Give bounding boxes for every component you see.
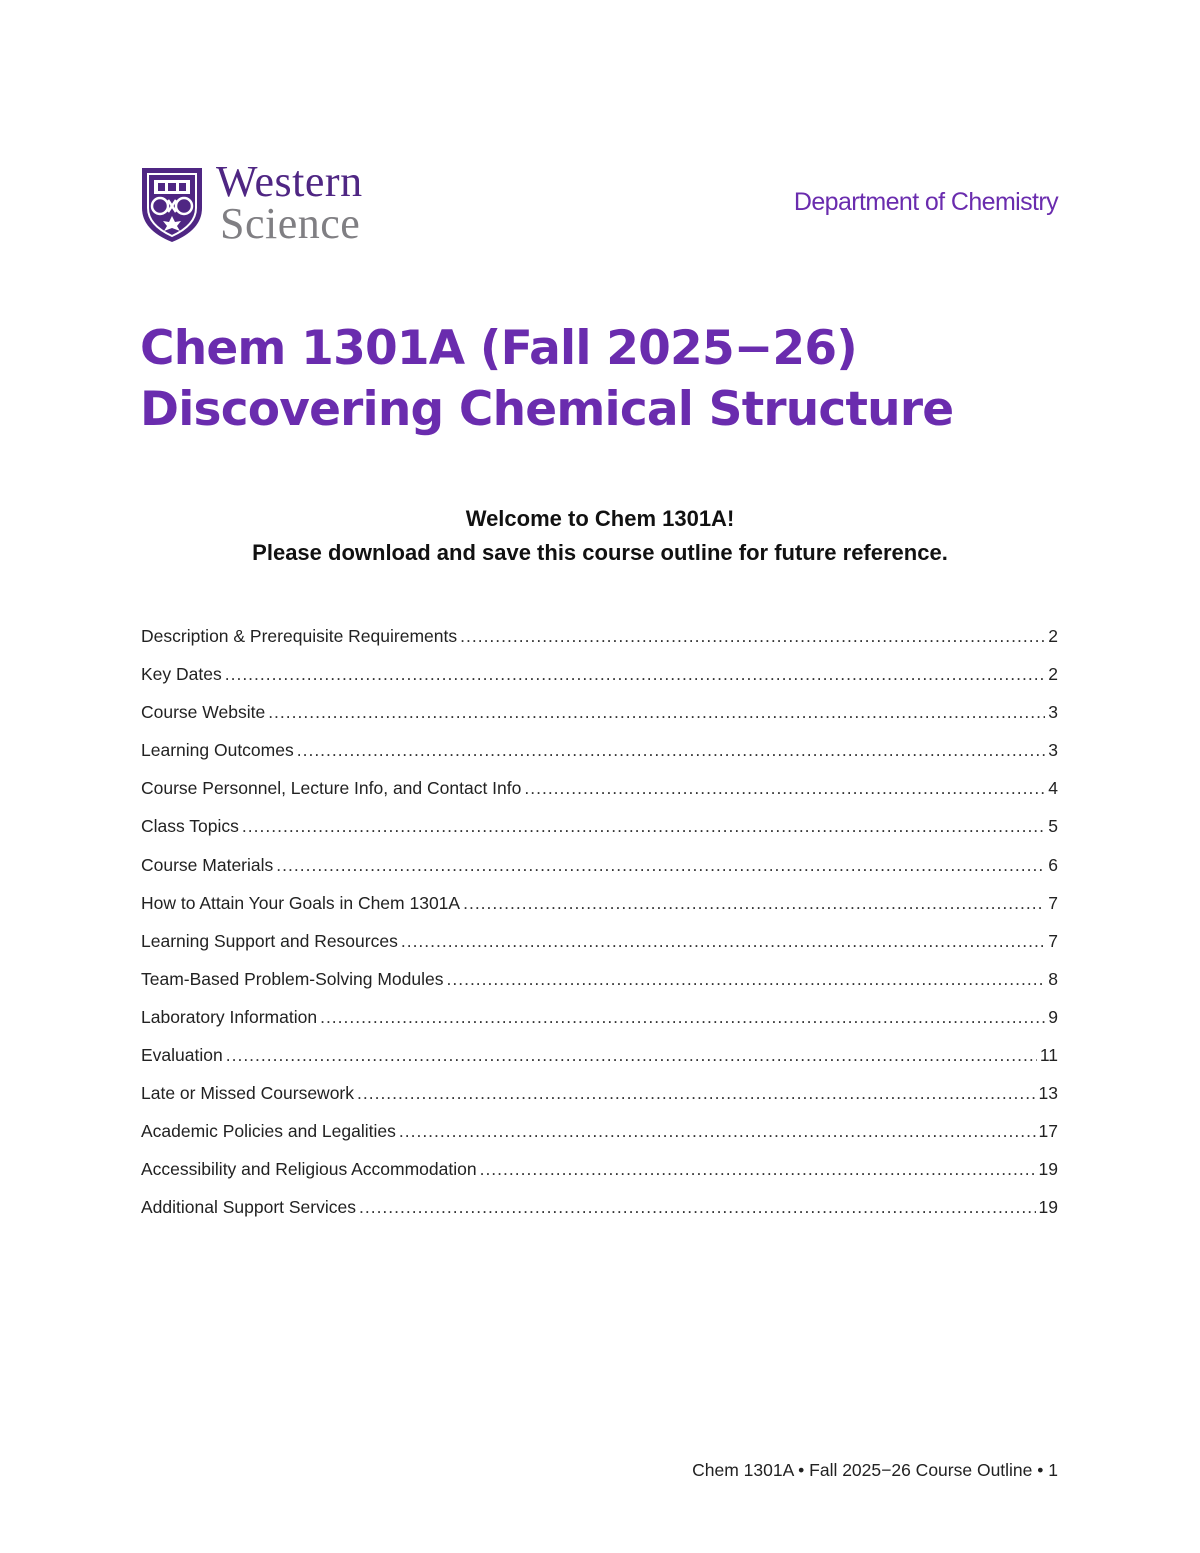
toc-leader-dots <box>524 778 1045 799</box>
toc-entry-page: 2 <box>1048 626 1058 646</box>
toc-entry-label: Course Personnel, Lecture Info, and Contact Info <box>141 778 522 799</box>
toc-leader-dots <box>359 1197 1036 1218</box>
toc-entry-page: 13 <box>1038 1083 1058 1104</box>
toc-entry-page: 19 <box>1038 1197 1058 1218</box>
toc-entry-page: 17 <box>1038 1121 1058 1142</box>
toc-entry[interactable] <box>141 969 1058 1007</box>
course-title <box>140 318 953 440</box>
toc-entry[interactable] <box>141 626 1058 664</box>
toc-entry-label: Course Materials <box>141 854 274 875</box>
toc-entry-page: 11 <box>1039 1045 1058 1066</box>
toc-entry-page: 6 <box>1048 854 1058 875</box>
toc-entry-label: How to Attain Your Goals in Chem 1301A <box>141 892 461 913</box>
toc-entry[interactable] <box>141 778 1058 816</box>
toc-leader-dots <box>226 1045 1037 1066</box>
toc-leader-dots <box>268 702 1045 723</box>
toc-entry-label: Accessibility and Religious Accommodation <box>141 1159 477 1180</box>
toc-entry[interactable] <box>141 893 1058 931</box>
course-title-line1: Chem 1301A (Fall 2025−26) <box>140 321 857 376</box>
toc-entry[interactable] <box>141 664 1058 702</box>
welcome-line2: Please download and save this course outline for future reference. <box>252 540 948 565</box>
toc-entry-label: Late or Missed Coursework <box>141 1083 354 1104</box>
toc-entry[interactable] <box>141 1159 1058 1197</box>
toc-entry-page: 9 <box>1048 1006 1058 1027</box>
toc-entry-page: 4 <box>1048 778 1058 799</box>
toc-entry-label: Class Topics <box>141 816 239 837</box>
toc-leader-dots <box>447 969 1046 990</box>
toc-leader-dots <box>357 1083 1036 1104</box>
toc-entry[interactable] <box>141 1045 1058 1083</box>
logo-wordmark-western: Western <box>216 157 363 206</box>
toc-leader-dots <box>401 931 1045 952</box>
toc-leader-dots <box>463 893 1045 914</box>
toc-entry-label: Course Website <box>141 702 266 723</box>
toc-entry-label: Description & Prerequisite Requirements <box>141 626 458 646</box>
toc-entry[interactable] <box>141 855 1058 893</box>
toc-leader-dots <box>399 1121 1036 1142</box>
toc-leader-dots <box>276 855 1045 876</box>
toc-leader-dots <box>297 740 1046 761</box>
page-footer: Chem 1301A • Fall 2025−26 Course Outline • 1 <box>692 1460 1058 1480</box>
toc-entry-label: Additional Support Services <box>141 1197 356 1218</box>
toc-entry-page: 2 <box>1048 664 1058 685</box>
western-science-logo <box>140 157 390 252</box>
toc-entry-label: Learning Outcomes <box>141 740 294 761</box>
toc-entry-page: 7 <box>1048 892 1058 913</box>
toc-entry-page: 3 <box>1048 740 1058 761</box>
toc-entry-label: Laboratory Information <box>141 1006 318 1027</box>
crest-icon <box>140 164 204 244</box>
toc-entry-page: 3 <box>1048 702 1058 723</box>
toc-entry-label: Key Dates <box>141 664 222 685</box>
toc-entry-page: 5 <box>1048 816 1058 837</box>
toc-entry-label: Team-Based Problem-Solving Modules <box>141 968 444 989</box>
logo-wordmark-science: Science <box>220 199 361 248</box>
toc-entry[interactable] <box>141 702 1058 740</box>
toc-leader-dots <box>320 1007 1045 1028</box>
toc-entry[interactable] <box>141 816 1058 854</box>
toc-leader-dots <box>460 626 1045 647</box>
table-of-contents <box>141 626 1058 1236</box>
toc-entry[interactable] <box>141 1197 1058 1235</box>
welcome-message <box>0 502 1200 570</box>
toc-entry[interactable] <box>141 1007 1058 1045</box>
toc-entry-page: 19 <box>1038 1159 1058 1180</box>
toc-entry[interactable] <box>141 1083 1058 1121</box>
toc-entry[interactable] <box>141 740 1058 778</box>
toc-leader-dots <box>225 664 1046 685</box>
toc-entry[interactable] <box>141 1121 1058 1159</box>
toc-entry-label: Academic Policies and Legalities <box>141 1121 396 1142</box>
toc-entry-label: Learning Support and Resources <box>141 930 398 951</box>
toc-entry-label: Evaluation <box>141 1045 223 1066</box>
toc-entry-page: 8 <box>1048 968 1058 989</box>
toc-leader-dots <box>480 1159 1036 1180</box>
toc-entry[interactable] <box>141 931 1058 969</box>
toc-leader-dots <box>242 816 1045 837</box>
department-name: Department of Chemistry <box>793 188 1058 216</box>
welcome-line1: Welcome to Chem 1301A! <box>465 506 735 531</box>
course-title-line2: Discovering Chemical Structure <box>140 382 954 437</box>
toc-entry-page: 7 <box>1048 930 1058 951</box>
